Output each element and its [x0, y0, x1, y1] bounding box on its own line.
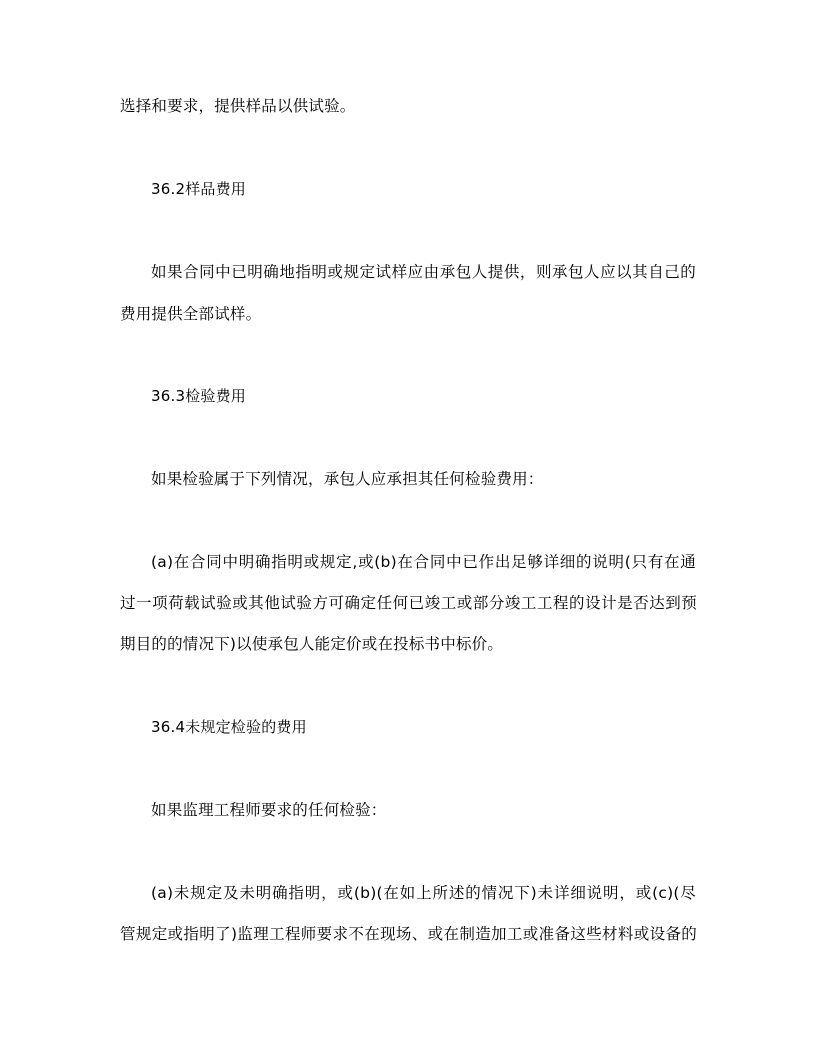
paragraph-line: 过一项荷载试验或其他试验方可确定任何已竣工或部分竣工工程的设计是否达到预 — [120, 594, 697, 612]
section-heading-36-4: 36.4未规定检验的费用 — [151, 718, 307, 736]
paragraph-line: (a)未规定及未明确指明，或(b)(在如上所述的情况下)未详细说明，或(c)(尽 — [151, 884, 696, 902]
paragraph-line: 费用提供全部试样。 — [120, 305, 262, 323]
paragraph-line: 如果合同中已明确地指明或规定试样应由承包人提供，则承包人应以其自己的 — [151, 263, 696, 281]
paragraph-line: (a)在合同中明确指明或规定,或(b)在合同中已作出足够详细的说明(只有在通 — [151, 553, 696, 571]
section-heading-36-2: 36.2样品费用 — [151, 180, 246, 198]
paragraph-line: 如果监理工程师要求的任何检验： — [151, 801, 387, 819]
paragraph-line: 如果检验属于下列情况，承包人应承担其任何检验费用： — [151, 470, 544, 488]
section-heading-36-3: 36.3检验费用 — [151, 387, 246, 405]
paragraph-line: 管规定或指明了)监理工程师要求不在现场、或在制造加工或准备这些材料或设备的 — [120, 925, 697, 943]
paragraph-line: 期目的的情况下)以使承包人能定价或在投标书中标价。 — [120, 635, 504, 653]
paragraph-line: 选择和要求，提供样品以供试验。 — [120, 97, 356, 115]
